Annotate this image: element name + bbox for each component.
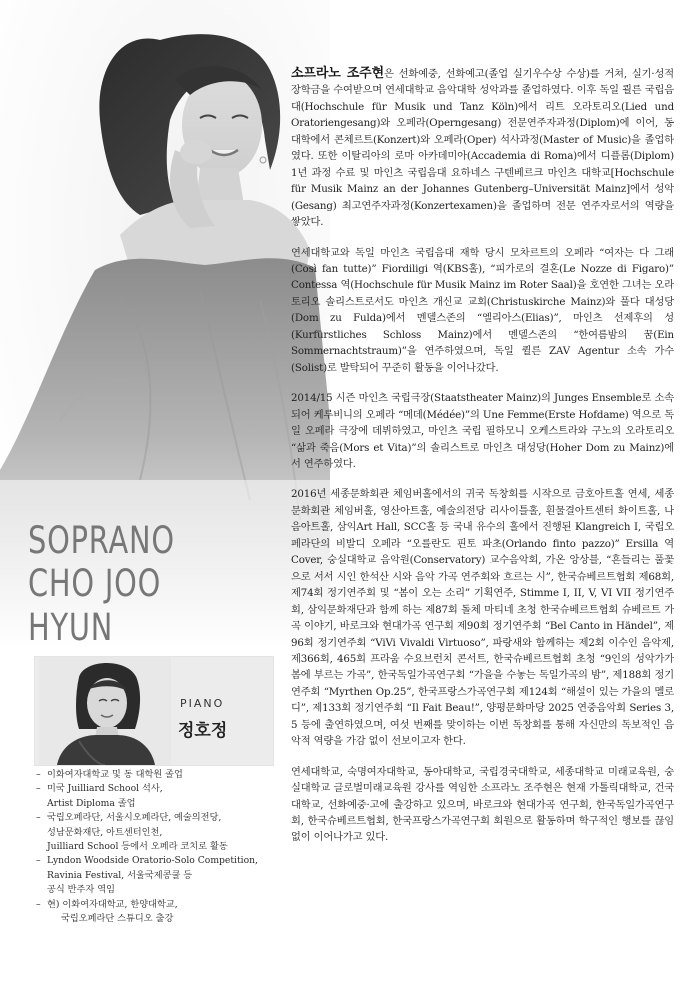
pianist-portrait-illustration <box>39 657 171 765</box>
list-item-line: – 국립오페라단, 서울시오페라단, 예술의전당, <box>47 812 222 824</box>
bio-paragraph-text: 은 선화예중, 선화예고(졸업 실기우수상 수상)를 거쳐, 실기·성적 장학금을 수여받으며 연세대학교 음악대학 성악과를 졸업하였다. 이후 독일 쾰른 국립음대(Hochschule für Musik und Tanz Köln)에서 리트 오라토리오(Lied und Oratoriengesang)와 오페라(Operngesang) 전문연주자과정(Diplom)에 이어, 동 대학에서 콘체르트(Konzert)와 오페라(Oper) 석사과정(Master of Music)을 졸업하였다. 또한 이탈리아의 로마 아카데미아(Accademia di Roma)에서 디플롬(Diplom) 1년 과정 수료 및 마인츠 국립음대 요하네스 구텐베르크 마인츠 대학교[Hochschule für Musik Mainz an der Johannes Gutenberg–Universität Mainz]에서 성악(Gesang) 최고연주자과정(Konzertexamen)을 졸업하며 전문 연주자로서의 역량을 쌓았다. <box>291 68 675 229</box>
list-item <box>36 768 296 782</box>
pianist-bio-list <box>36 768 296 926</box>
soprano-title-line2: CHO JOO HYUN <box>28 562 162 649</box>
list-item-line: Juilliard School 등에서 오페라 코치로 활동 <box>47 841 228 853</box>
pianist-role: PIANO <box>180 697 225 710</box>
pianist-card <box>34 656 274 766</box>
bio-paragraph: 2014/15 시즌 마인츠 국립극장(Staatstheater Mainz)의 Junges Ensemble로 소속되어 케루비니의 오페라 “메데(Médée)”의 Une Femme(Erste Hofdame) 역으로 독일 오페라 극장에 데뷔하였고, 마인츠 국립 필하모니 오케스트라와 구노의 오라토리오 “삶과 죽음(Mors et Vita)”의 솔리스트로 마인츠 대성당(Hoher Dom zu Mainz)에서 연주하였다. <box>291 392 674 470</box>
pianist-photo <box>39 657 171 765</box>
soprano-title <box>28 520 298 650</box>
list-item <box>36 854 296 897</box>
list-item <box>36 898 296 927</box>
list-item-line: – 미국 Juilliard School 석사, <box>47 783 163 795</box>
list-item-line: 공식 반주자 역임 <box>47 884 115 896</box>
soprano-bio <box>291 66 674 860</box>
list-item-line: – 현) 이화여자대학교, 한양대학교, <box>47 898 178 910</box>
list-item <box>36 782 296 811</box>
list-item-line: – Lyndon Woodside Oratorio-Solo Competition, <box>47 855 258 867</box>
list-item <box>36 811 296 854</box>
list-item-line: Artist Diploma 졸업 <box>47 797 136 809</box>
bio-paragraph: 2016년 세종문화회관 체임버홀에서의 귀국 독창회를 시작으로 금호아트홀 연세, 세종문화회관 체임버홀, 영산아트홀, 예술의전당 리사이틀홀, 흰물결아트센터 화이트홀, 나음아트홀, 삼익Art Hall, SCC홀 등 국내 유수의 홀에서 진행된 Klangreich I, 국립오페라단의 비발디 오페라 “오를란도 핀토 파초(Orlando finto pazzo)” Ersilla 역 Cover, 숭실대학교 음악원(Conservatory) 교수음악회, 가온 앙상블, “흔들리는 풀꽃으로 서서 시인 한석산 시와 음악 가곡 연주회와 흐르는 시”, 한국슈베르트협회 제68회, 제74회 정기연주회 및 “봄이 오는 소리” 기획연주, Stimme I, II, V, VI VII 정기연주회, 삼익문화재단과 함께 하는 제87회 돌체 마티네 초청 한국슈베르트협회 슈베르트 가곡 이야기, 바로크와 현대가곡 연구회 제90회 정기연주회 “Bel Canto in Händel”, 제96회 정기연주회 “ViVi Vivaldi Virtuoso”, 파랑새와 함께하는 제2회 이수인 음악제, 제366회, 465회 프라움 수요브런치 콘서트, 한국슈베르트협회 초청 “9인의 성악가가 봄에 부르는 가곡”, 한국독일가곡연구회 “가을을 수놓는 독일가곡의 밤”, 제188회 정기연주회 “Myrthen Op.25”, 한국프랑스가곡연구회 제124회 “해설이 있는 가을의 멜로디”, 제133회 정기연주회 “Il Fait Beau!”, 양평문화마당 2025 연중음악회 Series 3, 5 등에 출연하였으며, 여섯 번째를 맞이하는 이번 독창회를 통해 자신만의 독보적인 음악적 역량을 가감 없이 선보이고자 한다. <box>291 488 674 748</box>
list-item-line: – 이화여자대학교 및 동 대학원 졸업 <box>47 769 183 780</box>
list-item-line: 성남문화재단, 아트센터인천, <box>47 826 163 838</box>
soprano-title-line1: SOPRANO <box>28 519 175 562</box>
bio-paragraph: 연세대학교, 숙명여자대학교, 동아대학교, 국립경국대학교, 세종대학교 미래교육원, 숭실대학교 글로벌미래교육원 강사를 역임한 소프라노 조주현은 현재 가톨릭대학교, 건국대학교, 선화예중·고에 출강하고 있으며, 바로크와 현대가곡 연구회, 한국독일가곡연구회, 한국슈베르트협회, 한국프랑스가곡연구회 회원으로 활동하며 학구적인 행보를 끊임없이 이어나가고 있다. <box>291 765 674 844</box>
pianist-name: 정호정 <box>178 721 228 741</box>
bio-paragraph <box>291 66 674 231</box>
bio-lead-name: 소프라노 조주현 <box>291 66 384 81</box>
list-item-line: Ravinia Festival, 서울국제콩쿨 등 <box>47 869 193 881</box>
bio-paragraph: 연세대학교와 독일 마인츠 국립음대 재학 당시 모차르트의 오페라 “여자는 다 그래(Così fan tutte)” Fiordiligi 역(KBS홀), “피가로의 결혼(Le Nozze di Figaro)” Contessa 역(Hochschule für Musik Mainz im Roter Saal)을 호연한 그녀는 오라토리오 솔리스트로서도 마인츠 개신교 교회(Christuskirche Mainz)와 풀다 대성당(Dom zu Fulda)에서 멘델스존의 “엘리아스(Elias)”, 마인츠 선제후의 성(Kurfürstliches Schloss Mainz)에서 멘델스존의 “한여름밤의 꿈(Ein Sommernachtstraum)”을 연주하였으며, 독일 퀼른 ZAV Agentur 소속 가수(Solist)로 발탁되어 꾸준히 활동을 이어나갔다. <box>291 246 674 374</box>
list-item-line: 국립오페라단 스튜디오 출강 <box>61 913 174 925</box>
